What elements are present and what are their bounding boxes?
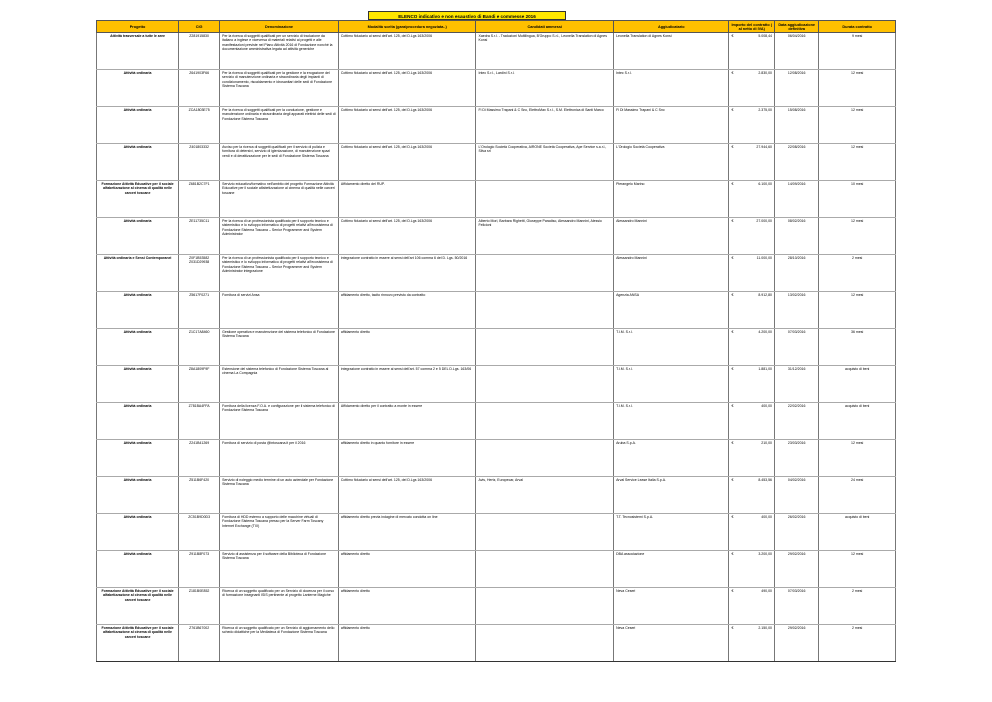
cell-data: 23/03/2016	[774, 440, 818, 477]
cell-denominazione: Servizio di noleggio medio termine di un auto aziendale per Fondazione Sistema Toscana	[220, 477, 339, 514]
cell-importo: 8.453,56	[738, 477, 775, 514]
cell-durata: 12 mesi	[819, 144, 896, 181]
cell-durata: 24 mesi	[819, 477, 896, 514]
cell-aggiudicatario: Pierangelo Marino	[614, 181, 729, 218]
cell-denominazione: Ricerca di un soggetto qualificato per un Servizio di docenza per il corso di formazione insegnanti ISIS pertinente al progetto Lanterne Magiche	[220, 588, 339, 625]
table-row	[97, 292, 896, 329]
cell-cig: Z241B41269	[179, 440, 220, 477]
cell-valuta: €	[729, 440, 738, 477]
cell-importo: 400,00	[738, 514, 775, 551]
cell-data: 22/02/2016	[774, 403, 818, 440]
cell-valuta: €	[729, 329, 738, 366]
cell-candidati	[476, 329, 614, 366]
cell-candidati	[476, 551, 614, 588]
cell-modalita: Cottimo fiduciario ai sensi dell'art. 125, del D.Lgs 163/2006	[338, 477, 476, 514]
cell-progetto: Attività ordinaria	[97, 514, 179, 551]
cell-valuta: €	[729, 181, 738, 218]
header-row	[97, 21, 896, 33]
cell-cig: Z181B0E852	[179, 588, 220, 625]
cell-progetto: Attività ordinaria	[97, 218, 179, 255]
cell-durata: 2 mesi	[819, 625, 896, 662]
cell-progetto: Formazione Attività Educative per il sociale alfabetizzazione al cinema di qualità nelle carceri toscane	[97, 588, 179, 625]
cell-aggiudicatario: Leonella Translation di Agnes Konsi	[614, 33, 729, 70]
cell-cig: Z401803332	[179, 144, 220, 181]
cell-modalita: affidamento diretto	[338, 588, 476, 625]
cell-importo: 210,00	[738, 440, 775, 477]
cell-progetto: Attività ordinaria	[97, 551, 179, 588]
cell-aggiudicatario: Agenzia ANSA	[614, 292, 729, 329]
cell-denominazione: Ricerca di un soggetto qualificato per un Servizio di aggiornamento dello schedo didattiche per la Mediateca di Fondazione Sistema Toscana	[220, 625, 339, 662]
cell-valuta: €	[729, 625, 738, 662]
sheet-title: ELENCO indicativo e non esaustivo di Bandi e commesse 2016	[368, 11, 566, 20]
cell-modalita: affidamento diretto	[338, 625, 476, 662]
cell-candidati: Intec S.r.l., Lardini S.r.l.	[476, 70, 614, 107]
cell-progetto: Attività ordinaria	[97, 70, 179, 107]
cell-durata: 12 mesi	[819, 107, 896, 144]
cell-progetto: Attività ordinaria	[97, 144, 179, 181]
cell-denominazione: Servizio di assistenza per il software della Biblioteca di Fondazione Sistema Toscana	[220, 551, 339, 588]
cell-cig: Z681B2C7F1	[179, 181, 220, 218]
table-row	[97, 329, 896, 366]
cell-candidati	[476, 440, 614, 477]
table-row	[97, 514, 896, 551]
cell-modalita: affidamento diretto in quanto fornitore in essere	[338, 440, 476, 477]
cell-candidati: Avis, Hertz, Europecar, Arval	[476, 477, 614, 514]
cell-importo: 4.200,00	[738, 329, 775, 366]
cell-progetto: Attività ordinaria	[97, 403, 179, 440]
cell-data: 26/02/2016	[774, 514, 818, 551]
cell-aggiudicatario: T.I.M. S.r.l.	[614, 366, 729, 403]
cell-aggiudicatario: Aruba S.p.A.	[614, 440, 729, 477]
cell-denominazione: Estensione del sistema telefonico di Fondazione Sistema Toscana al cinema La Compagnia	[220, 366, 339, 403]
cell-progetto: Attività ordinaria e Sensi Contemporanei	[97, 255, 179, 292]
cell-modalita: Cottimo fiduciario ai sensi dell'art. 125, del D.Lgs 163/2006	[338, 218, 476, 255]
header-durata: Durata contratto	[819, 21, 896, 33]
cell-valuta: €	[729, 107, 738, 144]
cell-valuta: €	[729, 33, 738, 70]
cell-modalita: Cottimo fiduciario ai sensi dell'art. 125, del D.Lgs 163/2006	[338, 33, 476, 70]
cell-data: 15/08/2016	[774, 107, 818, 144]
cell-durata: acquisto di beni	[819, 403, 896, 440]
cell-data: 12/08/2016	[774, 70, 818, 107]
cell-aggiudicatario: Arval Service Lease Italia S.p.A.	[614, 477, 729, 514]
cell-cig: Z761B67002	[179, 625, 220, 662]
cell-durata: 12 mesi	[819, 292, 896, 329]
cell-cig: Z781BA4FFA	[179, 403, 220, 440]
cell-progetto: Attività ordinaria	[97, 440, 179, 477]
cell-progetto: Attività ordinaria	[97, 292, 179, 329]
cell-denominazione: Gestione operativa e manutenzione del sistema telefonico di Fondazione Sistema Toscana	[220, 329, 339, 366]
table-row	[97, 366, 896, 403]
cell-modalita: integrazione contratto in essere ai sensi dell'art. 57 comma 2 e 5 DEL D.Lgs. 163/06	[338, 366, 476, 403]
table-row	[97, 33, 896, 70]
cell-denominazione: Fornitura della licenza F.O.A. e configurazione per il sistema telefonico di Fondazione Sistema Toscana	[220, 403, 339, 440]
table-row	[97, 144, 896, 181]
table-row	[97, 403, 896, 440]
cell-denominazione: Fornitura di servizio di posta @intoscana.it per il 2016	[220, 440, 339, 477]
cell-candidati: Fi Di Massimo Trapani & C Snc, ElettroMax S.r.l., S.M. Elettronica di Santi Marco	[476, 107, 614, 144]
cell-progetto: Attività ordinaria	[97, 107, 179, 144]
header-aggiudicatario: Aggiudicatario	[614, 21, 729, 33]
cell-data: 07/03/2016	[774, 588, 818, 625]
cell-cig: ZCA1803E75	[179, 107, 220, 144]
cell-denominazione: Per la ricerca di soggetti qualificati per la conduzione, gestione e manutenzione ordinaria e straordinaria degli apparati elettrici delle sedi di Fondazione Sistema Toscana	[220, 107, 339, 144]
cell-cig: Z5617F0271	[179, 292, 220, 329]
cell-modalita: Cottimo fiduciario ai sensi dell'art. 125, del D.Lgs 163/2006	[338, 144, 476, 181]
cell-denominazione: Fornitura di servizi Ansa	[220, 292, 339, 329]
table-row	[97, 625, 896, 662]
cell-progetto: Attività trasversale a tutte le aree	[97, 33, 179, 70]
cell-importo: 3.200,00	[738, 551, 775, 588]
cell-cig: Z641903F66	[179, 70, 220, 107]
cell-durata: 9 mesi	[819, 33, 896, 70]
table-row	[97, 255, 896, 292]
cell-data: 13/02/2016	[774, 292, 818, 329]
cell-candidati	[476, 588, 614, 625]
cell-importo: 5.008,44	[738, 33, 775, 70]
header-cig: CIG	[179, 21, 220, 33]
cell-valuta: €	[729, 292, 738, 329]
cell-denominazione: Per la ricerca di soggetti qualificati per un servizio di traduzione da italiano a inglese e viceversa di materiali relativi ai progetti e alle manifestazioni previste nel Piano Attività 2016 di Fondazione nonché la documentazione amministrativa legata ad attività generiche	[220, 33, 339, 70]
cell-cig: Z511B6F420	[179, 477, 220, 514]
table-row	[97, 551, 896, 588]
cell-durata: 12 mesi	[819, 440, 896, 477]
bandi-table	[96, 20, 896, 662]
cell-aggiudicatario: Neva Ceseri	[614, 588, 729, 625]
table-row	[97, 218, 896, 255]
cell-denominazione: Per la ricerca di un professionista qualificato per il supporto tecnico e sistemistico e lo sviluppo informatico di progetti relativi all'ecosistema di Fondazione Sistema Toscana – Senior Programmer and System Administrator	[220, 218, 339, 255]
cell-denominazione: Fornitura di HDD esterno a supporto delle macchine virtuali di Fondazione Sistema Toscana presso per la Server Farm Toscany Internet Exchange (TIX)	[220, 514, 339, 551]
cell-denominazione: Per la ricerca di un professionista qualificato per il supporto tecnico e sistemistico e lo sviluppo informatico di progetti relativi all'ecosistema di Fondazione Sistema Toscana – Senior Programmer and System Administrator integrazione	[220, 255, 339, 292]
cell-candidati	[476, 514, 614, 551]
cell-aggiudicatario: T.T. Tecnosistemi S.p.A.	[614, 514, 729, 551]
cell-durata: 2 mesi	[819, 588, 896, 625]
cell-data: 08/02/2016	[774, 218, 818, 255]
table-row	[97, 107, 896, 144]
cell-importo: 8.912,80	[738, 292, 775, 329]
cell-data: 04/02/2016	[774, 477, 818, 514]
table-row	[97, 70, 896, 107]
cell-progetto: Attività ordinaria	[97, 477, 179, 514]
cell-aggiudicatario: Fi Di Massimo Trapani & C Snc	[614, 107, 729, 144]
cell-cig: Z1C17A8460	[179, 329, 220, 366]
cell-durata: acquisto di beni	[819, 366, 896, 403]
cell-aggiudicatario: T.I.M. S.r.l.	[614, 403, 729, 440]
cell-candidati: Xaedra S.r.l. - Traduzioni Multilingua, B'Gruppo S.r.l., Leonella Translation di Agnes Konsi	[476, 33, 614, 70]
table-row	[97, 588, 896, 625]
cell-aggiudicatario: DBA associazione	[614, 551, 729, 588]
cell-aggiudicatario: Alessandro Mannini	[614, 255, 729, 292]
cell-modalita: Cottimo fiduciario ai sensi dell'art. 125, del D.Lgs 163/2006	[338, 70, 476, 107]
cell-aggiudicatario: Alessandro Mannini	[614, 218, 729, 255]
cell-data: 06/04/2016	[774, 33, 818, 70]
cell-modalita: affidamento diretto previa indagine di mercato condotta on line	[338, 514, 476, 551]
cell-durata: 12 mesi	[819, 70, 896, 107]
cell-modalita: Affidamento diretto del RUP.	[338, 181, 476, 218]
cell-cig: Z911B8F073	[179, 551, 220, 588]
cell-modalita: affidamento diretto	[338, 551, 476, 588]
cell-valuta: €	[729, 514, 738, 551]
cell-candidati	[476, 181, 614, 218]
table-row	[97, 477, 896, 514]
cell-importo: 11.000,00	[738, 255, 775, 292]
cell-aggiudicatario: Intec S.r.l.	[614, 70, 729, 107]
cell-denominazione: Per la ricerca di soggetti qualificati per la gestione e la erogazione del servizio di manutenzione ordinaria e straordinaria degli impianti di condizionamento, riscaldamento e idrosanitari delle sedi di Fondazione Sistema Toscana	[220, 70, 339, 107]
cell-progetto: Attività ordinaria	[97, 329, 179, 366]
cell-valuta: €	[729, 477, 738, 514]
cell-importo: 2.375,00	[738, 107, 775, 144]
cell-cig: ZC51B9D0D3	[179, 514, 220, 551]
cell-modalita: integrazione contratto in essere ai sensi dell'art 106 comma 6 del D. Lgs. 50/2016	[338, 255, 476, 292]
cell-candidati	[476, 366, 614, 403]
cell-importo: 400,00	[738, 403, 775, 440]
cell-valuta: €	[729, 218, 738, 255]
header-candidati: Candidati ammessi	[476, 21, 614, 33]
cell-importo: 6.100,00	[738, 181, 775, 218]
cell-durata: 12 mesi	[819, 218, 896, 255]
cell-importo: 2.150,00	[738, 625, 775, 662]
cell-candidati	[476, 255, 614, 292]
cell-denominazione: Servizio educativo/formativo nell'ambito del progetto Formazione Attività Educative per il sociale alfabetizzazione al cinema di qualità nelle carceri toscane	[220, 181, 339, 218]
cell-durata: acquisto di beni	[819, 514, 896, 551]
cell-importo: 27.944,60	[738, 144, 775, 181]
cell-modalita: affidamento diretto	[338, 329, 476, 366]
cell-candidati	[476, 292, 614, 329]
cell-candidati: Alberto Mori, Barbara Righetti, Giuseppe Paradiso, Alessandro Mannini, Alessio Felicioni	[476, 218, 614, 255]
cell-denominazione: Avviso per la ricerca di soggetti qualificati per il servizio di pulizia e fornitura di detersivi, servizio di igienizzazione, di manutenzione spazi verdi e di derattizzazione per le sedi di Fondazione Sistema Toscana	[220, 144, 339, 181]
cell-data: 29/02/2016	[774, 551, 818, 588]
cell-durata: 12 mesi	[819, 551, 896, 588]
cell-data: 14/09/2016	[774, 181, 818, 218]
table-row	[97, 440, 896, 477]
cell-data: 29/02/2016	[774, 625, 818, 662]
cell-valuta: €	[729, 70, 738, 107]
cell-data: 31/12/2016	[774, 366, 818, 403]
cell-durata: 10 mesi	[819, 181, 896, 218]
header-importo: Importo del contratto ( al netto di IVA)	[729, 21, 775, 33]
cell-modalita: Cottimo fiduciario ai sensi dell'art. 125, del D.Lgs 163/2006	[338, 107, 476, 144]
cell-progetto: Formazione Attività Educative per il sociale alfabetizzazione al cinema di qualità nelle carceri toscane	[97, 181, 179, 218]
cell-importo: 27.000,00	[738, 218, 775, 255]
cell-cig: Z281915830	[179, 33, 220, 70]
cell-durata: 36 mesi	[819, 329, 896, 366]
cell-durata: 2 mesi	[819, 255, 896, 292]
cell-valuta: €	[729, 551, 738, 588]
cell-candidati: L'Orologio Società Cooperativa, AIRONE Società Cooperativa, Ape Service s.a.r.l., Silva srl	[476, 144, 614, 181]
cell-cig: Z8A1809F9F	[179, 366, 220, 403]
cell-modalita: affidamento diretto, tacito rinnovo previsto da contratto	[338, 292, 476, 329]
cell-valuta: €	[729, 588, 738, 625]
cell-progetto: Formazione Attività Educative per il sociale alfabetizzazione al cinema di qualità nelle carceri toscane	[97, 625, 179, 662]
cell-aggiudicatario: Neva Ceseri	[614, 625, 729, 662]
table-row	[97, 181, 896, 218]
header-progetto: Progetto	[97, 21, 179, 33]
cell-valuta: €	[729, 403, 738, 440]
header-data: Data aggiudicazione definitiva	[774, 21, 818, 33]
cell-progetto: Attività ordinaria	[97, 366, 179, 403]
cell-candidati	[476, 403, 614, 440]
cell-data: 07/03/2016	[774, 329, 818, 366]
cell-cig: ZE11735C11	[179, 218, 220, 255]
cell-aggiudicatario: L'Orologio Società Cooperativa	[614, 144, 729, 181]
cell-modalita: Affidamento diretto per il contratto a monte in essere	[338, 403, 476, 440]
header-modalita: Modalità scelta (gara/procedura negoziata..)	[338, 21, 476, 33]
cell-importo: 2.830,00	[738, 70, 775, 107]
cell-data: 28/10/2016	[774, 255, 818, 292]
cell-data: 22/08/2016	[774, 144, 818, 181]
cell-importo: 490,00	[738, 588, 775, 625]
header-denominazione: Denominazione	[220, 21, 339, 33]
cell-candidati	[476, 625, 614, 662]
cell-valuta: €	[729, 144, 738, 181]
cell-cig: Z0F1B53582 Z031D29938	[179, 255, 220, 292]
cell-importo: 1.881,00	[738, 366, 775, 403]
cell-valuta: €	[729, 366, 738, 403]
cell-valuta: €	[729, 255, 738, 292]
table-body	[97, 33, 896, 662]
cell-aggiudicatario: T.I.M. S.r.l.	[614, 329, 729, 366]
